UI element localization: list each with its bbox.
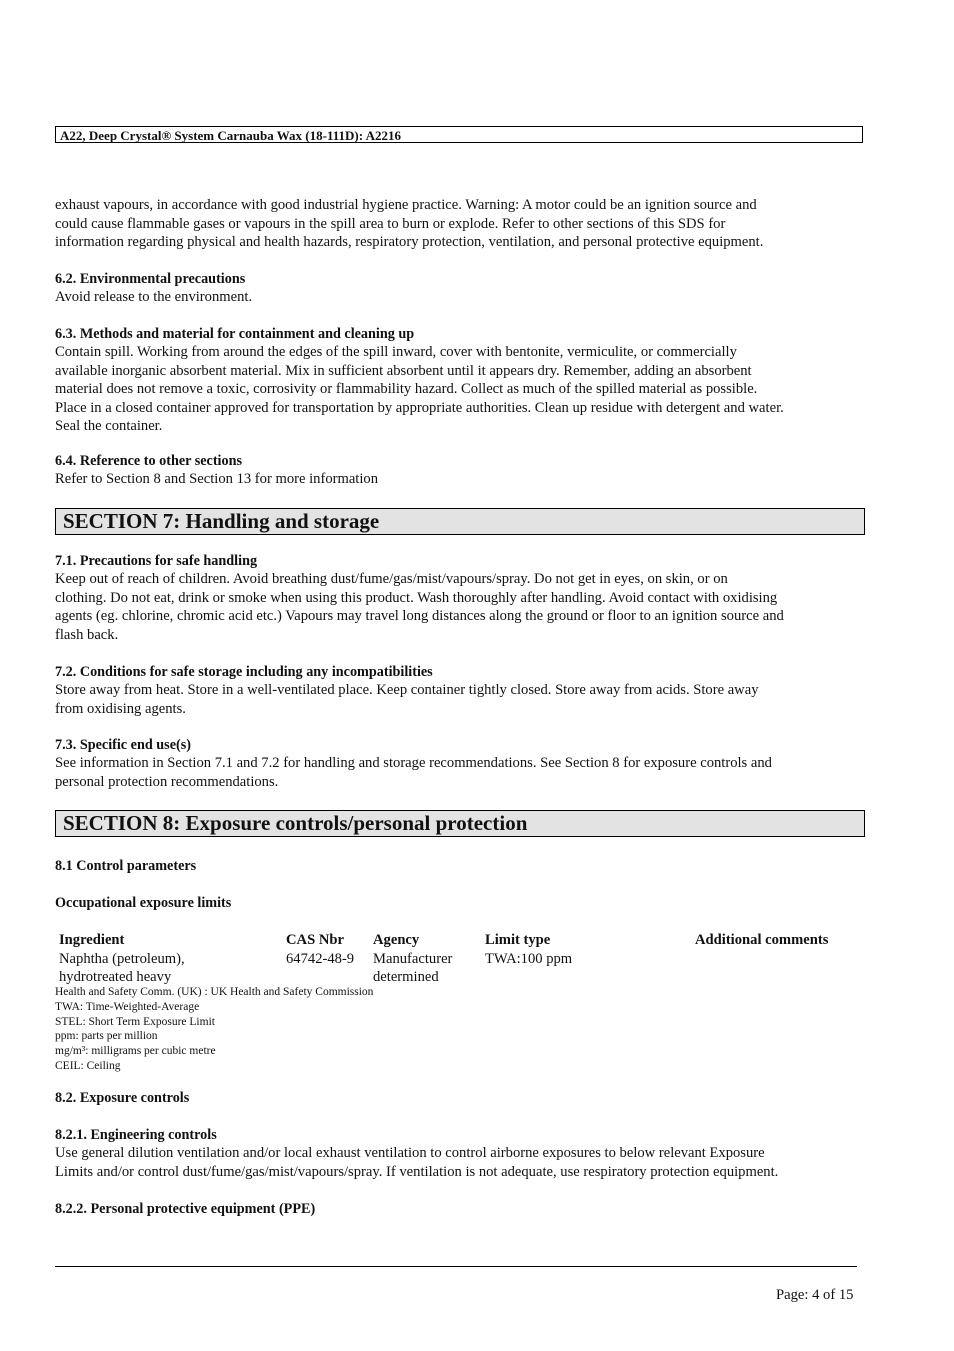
abbreviation-legend (55, 985, 373, 1074)
text-line: Place in a closed container approved for transportation by appropriate authorities. Clean up residue with detergent and water. (55, 399, 784, 416)
text-line: Store away from heat. Store in a well-ventilated place. Keep container tightly closed. Store away from acids. Store away (55, 682, 759, 698)
text-line: See information in Section 7.1 and 7.2 for handling and storage recommendations. See Section 8 for exposure controls and (55, 755, 772, 771)
text-line: material does not remove a toxic, corrosivity or flammability hazard. Collect as much of the spilled material as possible. (55, 381, 758, 397)
header-limit: Limit type (485, 932, 551, 948)
legend-item: CEIL: Ceiling (55, 1059, 121, 1072)
heading-6-3: 6.3. Methods and material for containment and cleaning up (55, 326, 415, 342)
text-line: Refer to Section 8 and Section 13 for more information (55, 471, 379, 487)
heading-6-4: 6.4. Reference to other sections (55, 453, 243, 469)
text-6-4 (55, 470, 867, 489)
legend-item: mg/m³: milligrams per cubic metre (55, 1045, 216, 1058)
header-agency: Agency (373, 932, 420, 948)
limit-column (485, 931, 572, 968)
legend-item: TWA: Time-Weighted-Average (55, 1000, 200, 1013)
header-cas: CAS Nbr (286, 932, 344, 948)
text-line: Use general dilution ventilation and/or local exhaust ventilation to control airborne exposures to below relevant Exposure (55, 1145, 765, 1161)
text-line: information regarding physical and health hazards, respiratory protection, ventilation, and personal protective equipment. (55, 234, 764, 250)
text-6-2 (55, 288, 867, 307)
text-6-3 (55, 343, 867, 436)
text-7-1 (55, 570, 867, 644)
cas-column (286, 931, 354, 968)
document-header: A22, Deep Crystal® System Carnauba Wax (18-111D): A2216 (55, 126, 863, 143)
legend-item: ppm: parts per million (55, 1030, 158, 1043)
text-line: available inorganic absorbent material. Mix in sufficient absorbent until it appears dry. Remember, adding an absorbent (55, 362, 752, 379)
text-line: from oxidising agents. (55, 700, 186, 717)
agency-column (373, 931, 452, 987)
header-ingredient: Ingredient (59, 932, 125, 948)
heading-7-1: 7.1. Precautions for safe handling (55, 553, 258, 569)
text-line: exhaust vapours, in accordance with good industrial hygiene practice. Warning: A motor could be an ignition source and (55, 197, 757, 213)
cell-ingredient: hydrotreated heavy (59, 969, 172, 985)
heading-8-2: 8.2. Exposure controls (55, 1090, 190, 1106)
text-line: Limits and/or control dust/fume/gas/mist/vapours/spray. If ventilation is not adequate, use respiratory protection equipment. (55, 1163, 779, 1180)
heading-8-1: 8.1 Control parameters (55, 858, 197, 874)
cell-agency: Manufacturer (373, 950, 453, 967)
heading-8-2-1: 8.2.1. Engineering controls (55, 1127, 217, 1143)
section-8-title: SECTION 8: Exposure controls/personal protection (55, 810, 865, 837)
cell-ingredient: Naphtha (petroleum), (59, 950, 185, 967)
text-7-3 (55, 754, 867, 791)
text-line: personal protection recommendations. (55, 773, 279, 790)
cell-cas: 64742-48-9 (286, 950, 355, 967)
cell-agency: determined (373, 969, 439, 985)
text-line: Contain spill. Working from around the edges of the spill inward, cover with bentonite, vermiculite, or commercially (55, 344, 737, 360)
footer-divider (55, 1266, 857, 1267)
heading-oel: Occupational exposure limits (55, 895, 232, 911)
text-line: agents (eg. chlorine, chromic acid etc.) Vapours may travel long distances along the ground or floor to an ignition source and (55, 608, 784, 624)
text-line: Keep out of reach of children. Avoid breathing dust/fume/gas/mist/vapours/spray. Do not get in eyes, on skin, or on (55, 571, 728, 587)
cell-limit: TWA:100 ppm (485, 950, 573, 967)
ingredient-column (59, 931, 185, 987)
section-7-title: SECTION 7: Handling and storage (55, 508, 865, 535)
header-comments: Additional comments (695, 932, 829, 948)
text-line: clothing. Do not eat, drink or smoke when using this product. Wash thoroughly after handling. Avoid contact with oxidising (55, 589, 778, 606)
continued-paragraph (55, 196, 867, 252)
comments-column (695, 931, 828, 950)
legend-item: Health and Safety Comm. (UK) : UK Health and Safety Commission (55, 986, 374, 998)
text-line: Seal the container. (55, 418, 163, 434)
legend-item: STEL: Short Term Exposure Limit (55, 1015, 215, 1028)
text-8-2-1 (55, 1144, 867, 1181)
heading-7-3: 7.3. Specific end use(s) (55, 737, 191, 753)
text-line: flash back. (55, 626, 119, 643)
page-number: Page: 4 of 15 (776, 1287, 854, 1303)
heading-6-2: 6.2. Environmental precautions (55, 271, 246, 287)
text-line: could cause flammable gases or vapours in the spill area to burn or explode. Refer to other sections of this SDS for (55, 215, 726, 232)
heading-8-2-2: 8.2.2. Personal protective equipment (PPE) (55, 1201, 316, 1217)
text-7-2 (55, 681, 867, 718)
text-line: Avoid release to the environment. (55, 289, 253, 305)
heading-7-2: 7.2. Conditions for safe storage including any incompatibilities (55, 664, 433, 680)
